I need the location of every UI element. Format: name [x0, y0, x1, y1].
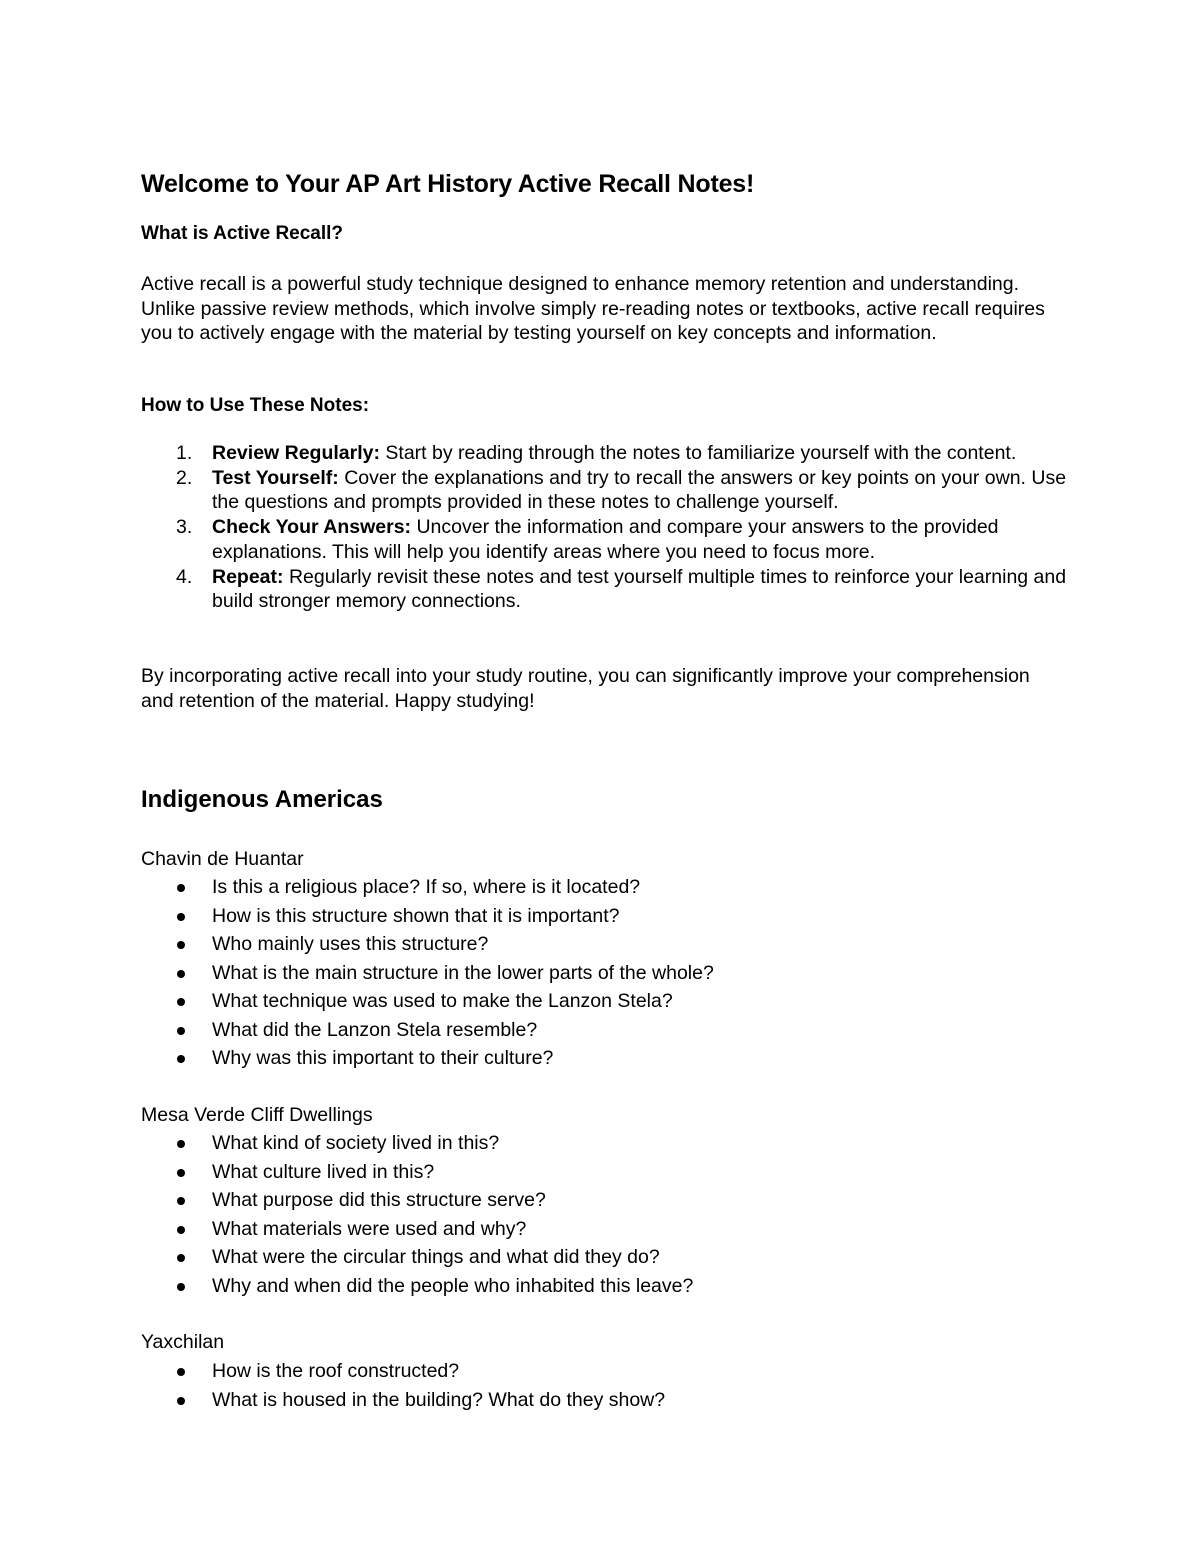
step-text: Cover the explanations and try to recall the answers or key points on your own. Use the questions and prompts provided in these notes to challenge yourself. — [212, 466, 1067, 514]
step-number: 4. — [176, 565, 193, 588]
work-title: Yaxchilan — [141, 1331, 225, 1353]
question-text: What purpose did this structure serve? — [212, 1189, 546, 1211]
question-item — [141, 930, 1071, 959]
question-text: What did the Lanzon Stela resemble? — [212, 1018, 538, 1041]
step-number: 1. — [176, 442, 193, 464]
question-item — [141, 1016, 1071, 1045]
question-item — [141, 959, 1071, 988]
question-item — [141, 1044, 1071, 1073]
bullet-icon — [177, 1368, 185, 1376]
step-item — [141, 565, 1071, 614]
question-item — [141, 987, 1071, 1016]
closing-paragraph: By incorporating active recall into your study routine, you can significantly improve your comprehension and retention of the material. Happy studying! — [141, 665, 1030, 712]
step-item — [141, 515, 1071, 564]
question-item — [141, 1386, 1071, 1415]
question-text: Why and when did the people who inhabited this leave? — [212, 1274, 694, 1297]
bullet-icon — [177, 1055, 185, 1063]
work-title: Mesa Verde Cliff Dwellings — [141, 1104, 373, 1126]
question-text: Is this a religious place? If so, where is it located? — [212, 876, 641, 898]
question-text: Why was this important to their culture? — [212, 1047, 554, 1069]
step-item — [141, 466, 1071, 515]
question-list — [141, 1129, 1071, 1300]
question-item — [141, 1272, 1071, 1301]
what-paragraph: Active recall is a powerful study technique designed to enhance memory retention and understanding. Unlike passive review methods, which involve simply re-reading notes or textbooks, active recall requires you to actively engage with the material by testing yourself on key concepts and information. — [141, 273, 1045, 344]
step-text: Start by reading through the notes to familiarize yourself with the content. — [379, 442, 1017, 464]
what-heading: What is Active Recall? — [141, 223, 344, 244]
step-label: Test Yourself: — [212, 466, 339, 489]
step-text: Regularly revisit these notes and test yourself multiple times to reinforce your learning and build stronger memory connections. — [212, 565, 1067, 613]
bullet-icon — [177, 1283, 185, 1291]
question-item — [141, 1215, 1071, 1244]
question-text: How is the roof constructed? — [212, 1360, 460, 1382]
work-title: Chavin de Huantar — [141, 848, 304, 870]
bullet-icon — [177, 1397, 185, 1405]
question-item — [141, 1129, 1071, 1158]
bullet-icon — [177, 941, 185, 949]
question-list — [141, 873, 1071, 1073]
step-label: Review Regularly: — [212, 442, 380, 464]
steps-list — [141, 441, 1071, 614]
bullet-icon — [177, 884, 185, 892]
question-text: What culture lived in this? — [212, 1160, 435, 1183]
page-title: Welcome to Your AP Art History Active Recall Notes! — [141, 170, 755, 198]
question-text: How is this structure shown that it is important? — [212, 904, 620, 927]
step-item — [141, 441, 1071, 466]
step-number: 3. — [176, 516, 193, 539]
question-item — [141, 1186, 1071, 1215]
question-text: Who mainly uses this structure? — [212, 933, 489, 955]
question-item — [141, 873, 1071, 902]
question-text: What technique was used to make the Lanzon Stela? — [212, 990, 673, 1012]
bullet-icon — [177, 970, 185, 978]
question-text: What materials were used and why? — [212, 1217, 527, 1240]
step-number: 2. — [176, 466, 193, 489]
bullet-icon — [177, 1226, 185, 1234]
bullet-icon — [177, 1197, 185, 1205]
question-text: What were the circular things and what did they do? — [212, 1246, 660, 1268]
question-item — [141, 1243, 1071, 1272]
question-item — [141, 1357, 1071, 1386]
question-text: What is housed in the building? What do they show? — [212, 1388, 666, 1411]
step-label: Check Your Answers: — [212, 516, 412, 539]
bullet-icon — [177, 1169, 185, 1177]
question-item — [141, 1158, 1071, 1187]
question-text: What is the main structure in the lower parts of the whole? — [212, 961, 714, 984]
bullet-icon — [177, 998, 185, 1006]
step-text: Uncover the information and compare your answers to the provided explanations. This will help you identify areas where you need to focus more. — [212, 516, 999, 563]
bullet-icon — [177, 1140, 185, 1148]
section-heading: Indigenous Americas — [141, 786, 383, 813]
question-text: What kind of society lived in this? — [212, 1132, 500, 1154]
bullet-icon — [177, 913, 185, 921]
how-heading: How to Use These Notes: — [141, 395, 370, 416]
question-list — [141, 1357, 1071, 1414]
bullet-icon — [177, 1254, 185, 1262]
step-label: Repeat: — [212, 565, 284, 588]
question-item — [141, 902, 1071, 931]
bullet-icon — [177, 1027, 185, 1035]
